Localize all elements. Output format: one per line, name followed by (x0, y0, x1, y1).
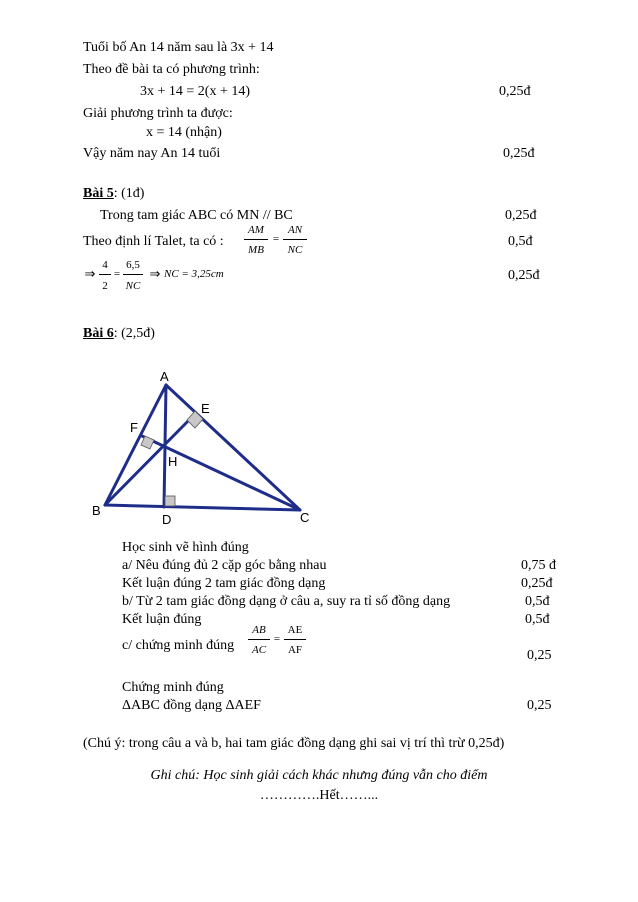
equals-sign: = (113, 268, 121, 280)
frac2-den: NC (287, 244, 303, 256)
label-a: A (160, 369, 169, 384)
frac4-num: 6,5 (126, 259, 140, 271)
side-ab (105, 385, 166, 505)
score: 0,25đ (505, 208, 537, 223)
equals-sign: = (273, 633, 281, 645)
frac1-num: AM (248, 224, 264, 236)
score: 0,25 (527, 698, 552, 713)
ghi-chu: Ghi chú: Học sinh giải cách khác nhưng đúng vẫn cho điểm (150, 768, 488, 783)
frac3-den: 2 (102, 280, 108, 292)
implies-symbol: ⇒ (149, 266, 161, 281)
frac-ae: AE (287, 624, 303, 636)
frac-ab: AB (252, 624, 266, 636)
score: 0,75 đ (521, 558, 556, 573)
frac3-num: 4 (102, 259, 108, 271)
score: 0,25đ (503, 146, 535, 161)
frac2-num: AN (287, 224, 303, 236)
implies-symbol: ⇒ (84, 266, 96, 281)
altitude-be (105, 413, 196, 505)
bai5-line-2: Theo định lí Talet, ta có : (83, 234, 224, 249)
label-b: B (92, 503, 101, 518)
right-angle-d (165, 496, 175, 506)
bai5-points: : (1đ) (113, 186, 145, 201)
label-f: F (130, 420, 138, 435)
line-2: Theo đề bài ta có phương trình: (83, 62, 260, 77)
result: NC = 3,25cm (164, 268, 224, 280)
bai6-points: : (2,5đ) (113, 326, 155, 341)
bai6-title: Bài 6 (83, 326, 114, 341)
conclusion-line: Vậy năm nay An 14 tuổi (83, 146, 221, 161)
score: 0,25 (527, 648, 552, 663)
label-d: D (162, 512, 172, 527)
side-bc (105, 505, 300, 510)
score: 0,5đ (525, 612, 550, 627)
bai6-item-4: b/ Từ 2 tam giác đồng dạng ở câu a, suy ra tỉ số đồng dạng (122, 594, 451, 609)
label-c: C (300, 510, 310, 525)
line-4: Giải phương trình ta được: (83, 106, 233, 121)
bai6-item-1: Học sinh vẽ hình đúng (122, 540, 249, 555)
het-line: ………….Hết……... (259, 788, 379, 803)
side-ac (166, 385, 300, 510)
equals-sign: = (272, 233, 280, 245)
equation-line: 3x + 14 = 2(x + 14) (140, 84, 251, 99)
note: (Chú ý: trong câu a và b, hai tam giác đồng dạng ghi sai vị trí thì trừ 0,25đ) (83, 736, 505, 751)
label-e: E (201, 401, 210, 416)
frac4-den: NC (125, 280, 141, 292)
frac-ae-af-bar (284, 639, 306, 640)
bai5-line-1: Trong tam giác ABC có MN // BC (100, 208, 293, 223)
score: 0,25đ (521, 576, 553, 591)
bai6-item-2: a/ Nêu đúng đủ 2 cặp góc bằng nhau (122, 558, 327, 573)
bai6-item-5: Kết luận đúng (122, 612, 202, 627)
solution-line: x = 14 (nhận) (146, 125, 222, 140)
frac-ab-ac-bar (248, 639, 270, 640)
score: 0,5đ (525, 594, 550, 609)
line-1: Tuổi bố An 14 năm sau là 3x + 14 (83, 40, 274, 55)
score: 0,25đ (508, 268, 540, 283)
label-h: H (168, 454, 178, 469)
score: 0,5đ (508, 234, 533, 249)
frac-af: AF (287, 644, 303, 656)
bai6-item-3: Kết luận đúng 2 tam giác đồng dạng (122, 576, 326, 591)
bai5-title: Bài 5 (83, 186, 114, 201)
frac1-den: MB (248, 244, 264, 256)
score: 0,25đ (499, 84, 531, 99)
bai6-item-6: c/ chứng minh đúng (122, 638, 235, 653)
bai6-item-7: Chứng minh đúng (122, 680, 224, 695)
bai6-item-8: ΔABC đồng dạng ΔAEF (122, 698, 261, 713)
frac-ac: AC (251, 644, 267, 656)
